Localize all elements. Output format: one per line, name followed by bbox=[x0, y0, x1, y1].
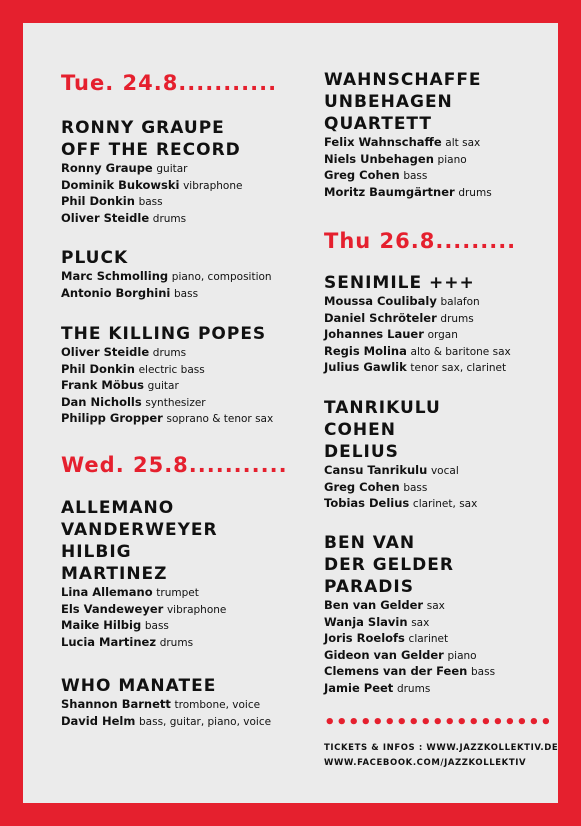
musician-instrument: piano bbox=[447, 649, 477, 662]
day-heading-thu: Thu 26.8......... bbox=[324, 229, 517, 253]
band-name-line: PARADIS bbox=[324, 577, 414, 597]
musician-name: Dominik Bukowski bbox=[61, 177, 180, 192]
musician-line bbox=[61, 635, 226, 652]
musician-name: Julius Gawlik bbox=[324, 360, 407, 374]
musician-line bbox=[61, 395, 273, 412]
musician-name: Oliver Steidle bbox=[61, 345, 150, 359]
musician-instrument: organ bbox=[427, 329, 458, 341]
musician-instrument: synthesizer bbox=[145, 396, 206, 409]
musician-line bbox=[324, 135, 492, 152]
musician-name: Shannon Barnett bbox=[61, 697, 171, 711]
musician-instrument: drums bbox=[152, 212, 187, 225]
musician-name: Greg Cohen bbox=[324, 479, 400, 494]
musician-instrument: bass, guitar, piano, voice bbox=[139, 715, 272, 728]
musician-instrument: bass bbox=[144, 620, 169, 632]
musician-line bbox=[61, 286, 272, 303]
musician-line bbox=[61, 161, 242, 178]
musician-name: Tobias Delius bbox=[324, 496, 410, 510]
band-block bbox=[324, 532, 495, 697]
band-name-line: OFF THE RECORD bbox=[61, 140, 241, 160]
tickets-info: TICKETS & INFOS : WWW.JAZZKOLLEKTIV.DE bbox=[324, 743, 559, 753]
musician-name: Dan Nicholls bbox=[61, 394, 142, 409]
musician-line bbox=[324, 631, 495, 648]
musician-instrument: sax bbox=[426, 600, 445, 612]
musician-line bbox=[324, 648, 495, 665]
musician-name: Greg Cohen bbox=[324, 168, 400, 182]
musician-line bbox=[324, 615, 495, 632]
musician-line bbox=[61, 714, 271, 731]
musician-name: Phil Donkin bbox=[61, 194, 135, 208]
musician-name: Regis Molina bbox=[324, 343, 407, 358]
musician-name: David Helm bbox=[61, 713, 136, 728]
musician-line bbox=[61, 378, 273, 395]
band-name-line: BEN VAN bbox=[324, 533, 416, 553]
musician-line bbox=[324, 360, 511, 377]
musician-instrument: sax bbox=[411, 616, 430, 629]
band-name-line: MARTINEZ bbox=[61, 564, 168, 584]
musician-instrument: drums bbox=[440, 312, 474, 325]
musician-instrument: alto & baritone sax bbox=[410, 345, 511, 358]
musician-name: Ben van Gelder bbox=[324, 598, 424, 612]
musician-name: Clemens van der Feen bbox=[324, 664, 468, 678]
musician-instrument: electric bass bbox=[138, 363, 205, 376]
musician-instrument: vibraphone bbox=[183, 179, 243, 192]
day-heading-wed: Wed. 25.8........... bbox=[61, 453, 288, 477]
musician-instrument: bass bbox=[403, 170, 428, 182]
band-name-line: UNBEHAGEN bbox=[324, 92, 453, 112]
musician-instrument: tenor sax, clarinet bbox=[410, 362, 507, 374]
musician-name: Oliver Steidle bbox=[61, 210, 150, 225]
band-block bbox=[324, 397, 477, 513]
musician-instrument: trombone, voice bbox=[174, 699, 261, 711]
musician-line bbox=[324, 168, 492, 185]
band-name-line: VANDERWEYER bbox=[61, 520, 218, 540]
musician-instrument: clarinet bbox=[408, 633, 449, 645]
musician-instrument: balafon bbox=[440, 296, 480, 308]
musician-line bbox=[61, 178, 242, 195]
musician-name: Moussa Coulibaly bbox=[324, 294, 437, 308]
musician-line bbox=[61, 345, 273, 362]
band-name-line: SENIMILE +++ bbox=[324, 273, 475, 293]
musician-line bbox=[324, 294, 511, 311]
musician-name: Antonio Borghini bbox=[61, 285, 171, 300]
band-name-line: THE KILLING POPES bbox=[61, 324, 267, 344]
band-name-line: HILBIG bbox=[61, 542, 132, 562]
musician-instrument: drums bbox=[152, 347, 187, 359]
day-heading-tue: Tue. 24.8........... bbox=[61, 71, 278, 95]
musician-name: Moritz Baumgärtner bbox=[324, 184, 455, 199]
musician-name: Niels Unbehagen bbox=[324, 151, 434, 166]
musician-name: Maike Hilbig bbox=[61, 618, 142, 632]
musician-line bbox=[324, 327, 511, 344]
musician-line bbox=[324, 152, 492, 169]
band-name-line: DER GELDER bbox=[324, 555, 454, 575]
band-block bbox=[61, 247, 272, 302]
band-name-line: RONNY GRAUPE bbox=[61, 118, 225, 138]
band-name-line: DELIUS bbox=[324, 442, 399, 462]
band-name-line: TANRIKULU bbox=[324, 398, 441, 418]
footer-dots: ••••••••••••••••••• bbox=[324, 712, 553, 733]
musician-instrument: piano, composition bbox=[171, 271, 272, 283]
facebook-link: WWW.FACEBOOK.COM/JAZZKOLLEKTIV bbox=[324, 758, 527, 768]
musician-line bbox=[324, 681, 495, 698]
musician-line bbox=[61, 211, 242, 228]
musician-instrument: alt sax bbox=[445, 137, 481, 149]
musician-instrument: trumpet bbox=[156, 587, 199, 599]
musician-name: Lina Allemano bbox=[61, 585, 153, 599]
musician-line bbox=[61, 697, 271, 714]
musician-name: Lucia Martinez bbox=[61, 634, 157, 649]
musician-instrument: bass bbox=[174, 287, 199, 300]
musician-instrument: vocal bbox=[430, 465, 459, 477]
musician-line bbox=[324, 480, 477, 497]
musician-instrument: bass bbox=[471, 666, 496, 678]
musician-name: Philipp Gropper bbox=[61, 411, 163, 425]
band-name-line: COHEN bbox=[324, 420, 396, 440]
musician-name: Els Vandeweyer bbox=[61, 601, 164, 616]
musician-name: Gideon van Gelder bbox=[324, 647, 444, 662]
musician-name: Johannes Lauer bbox=[324, 327, 424, 341]
band-name-line: WAHNSCHAFFE bbox=[324, 70, 482, 90]
band-block bbox=[61, 117, 242, 227]
musician-instrument: guitar bbox=[147, 380, 179, 392]
poster-sheet bbox=[23, 23, 558, 803]
musician-instrument: guitar bbox=[156, 163, 188, 175]
musician-instrument: drums bbox=[458, 186, 492, 199]
musician-name: Joris Roelofs bbox=[324, 631, 405, 645]
musician-name: Daniel Schröteler bbox=[324, 310, 437, 325]
musician-instrument: clarinet, sax bbox=[412, 498, 478, 510]
musician-line bbox=[61, 362, 273, 379]
band-block bbox=[324, 69, 492, 201]
musician-line bbox=[61, 618, 226, 635]
musician-line bbox=[324, 185, 492, 202]
musician-line bbox=[61, 269, 272, 286]
musician-instrument: soprano & tenor sax bbox=[166, 413, 274, 425]
musician-name: Cansu Tanrikulu bbox=[324, 463, 428, 477]
musician-line bbox=[324, 311, 511, 328]
musician-instrument: vibraphone bbox=[166, 603, 227, 616]
band-name-line: ALLEMANO bbox=[61, 498, 175, 518]
band-block bbox=[324, 272, 511, 377]
musician-name: Frank Möbus bbox=[61, 378, 144, 392]
musician-instrument: bass bbox=[138, 196, 163, 208]
band-name-line: PLUCK bbox=[61, 248, 129, 268]
musician-line bbox=[61, 194, 242, 211]
musician-line bbox=[61, 602, 226, 619]
musician-instrument: bass bbox=[403, 481, 428, 494]
band-name-line: QUARTETT bbox=[324, 114, 433, 134]
musician-instrument: piano bbox=[437, 153, 467, 166]
musician-line bbox=[324, 344, 511, 361]
band-block bbox=[61, 675, 271, 730]
musician-line bbox=[324, 463, 477, 480]
band-block bbox=[61, 497, 226, 651]
musician-name: Jamie Peet bbox=[324, 680, 394, 695]
musician-line bbox=[324, 664, 495, 681]
musician-line bbox=[61, 411, 273, 428]
musician-line bbox=[324, 598, 495, 615]
band-block bbox=[61, 323, 273, 428]
band-name-line: WHO MANATEE bbox=[61, 676, 217, 696]
musician-name: Phil Donkin bbox=[61, 361, 135, 376]
musician-line bbox=[324, 496, 477, 513]
musician-name: Wanja Slavin bbox=[324, 614, 408, 629]
musician-instrument: drums bbox=[396, 682, 431, 695]
musician-name: Marc Schmolling bbox=[61, 269, 169, 283]
musician-name: Felix Wahnschaffe bbox=[324, 135, 442, 149]
musician-line bbox=[61, 585, 226, 602]
musician-instrument: drums bbox=[159, 636, 194, 649]
musician-name: Ronny Graupe bbox=[61, 161, 153, 175]
